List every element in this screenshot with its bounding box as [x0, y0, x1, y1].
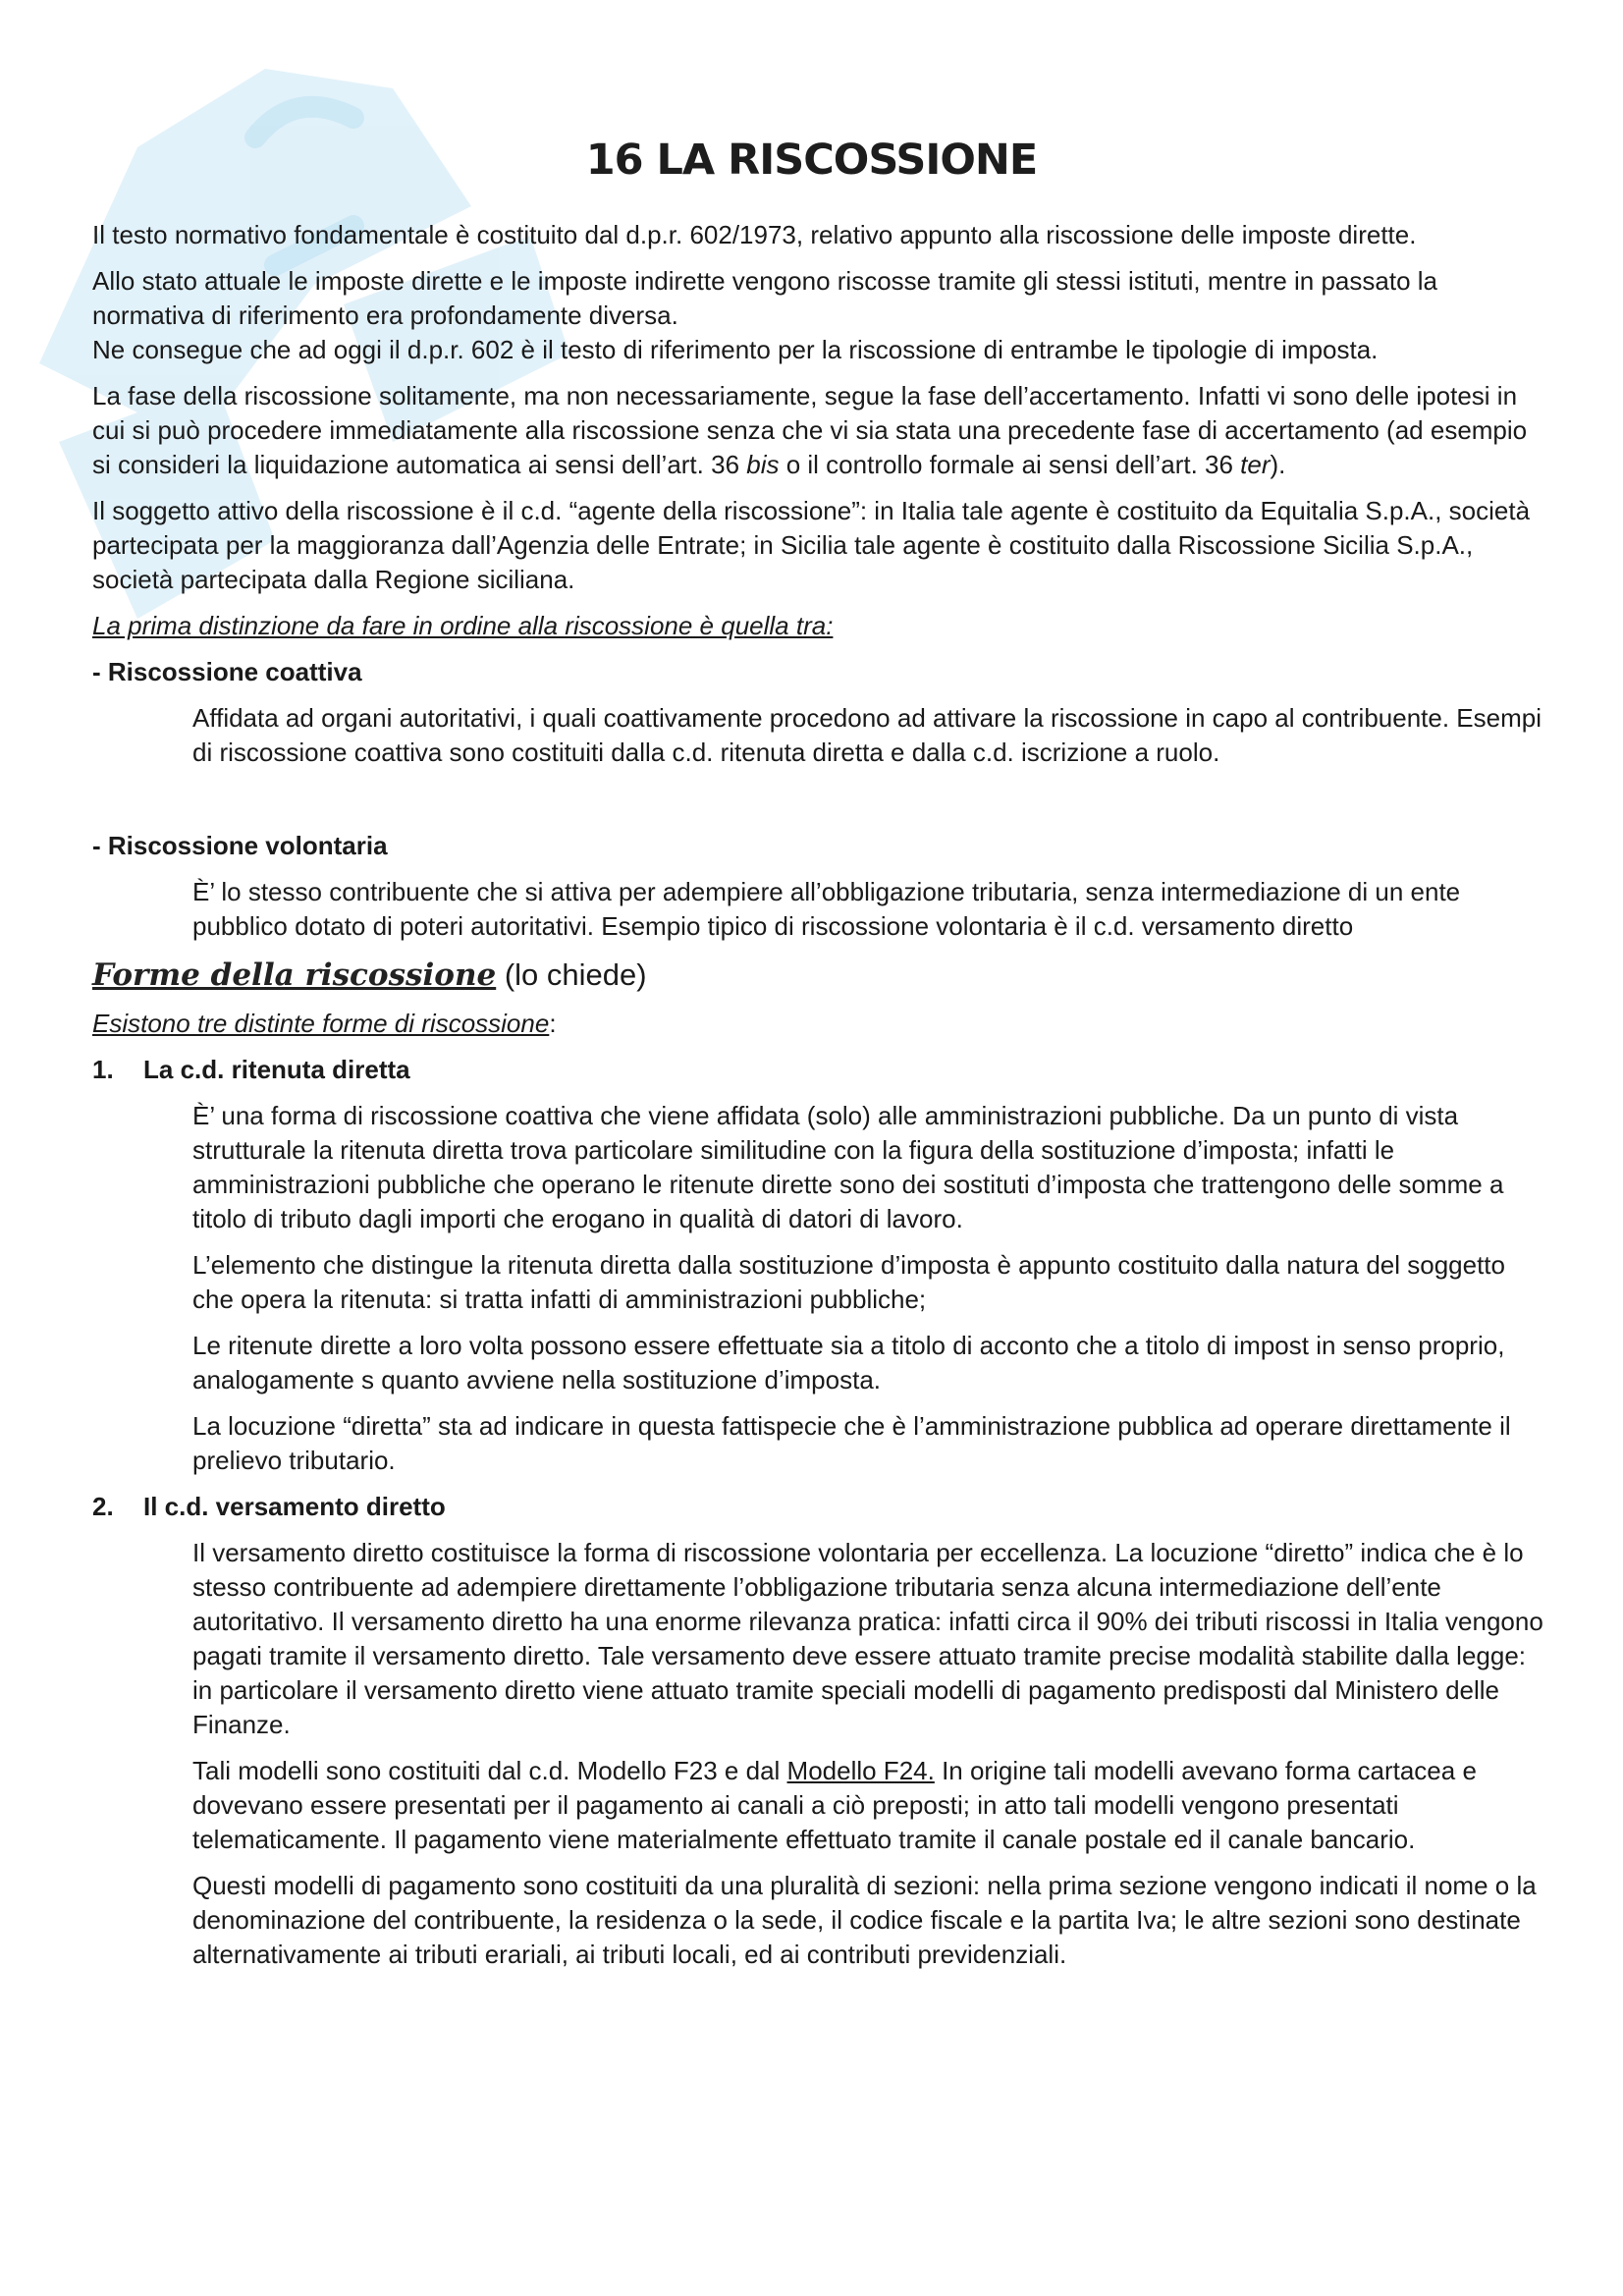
body-paragraph: L’elemento che distingue la ritenuta diretta dalla sostituzione d’imposta è appunto costituito dalla natura del soggetto che opera la ritenuta: si tratta infatti di amministrazioni pubbliche;	[192, 1250, 1505, 1314]
intro-paragraph: Il soggetto attivo della riscossione è il c.d. “agente della riscossione”: in Italia tale agente è costituito da Equitalia S.p.A., società partecipata per la maggioranza dall’Agenzia delle Entrate; in Sicilia tale agente è costituito dalla Riscossione Sicilia S.p.A., società partecipata dalla Regione siciliana.	[92, 496, 1531, 594]
option-heading: - Riscossione coattiva	[92, 657, 362, 686]
document-body	[92, 218, 1545, 1984]
body-paragraph: Le ritenute dirette a loro volta possono essere effettuate sia a titolo di acconto che a titolo di impost in senso proprio, analogamente s quanto avviene nella sostituzione d’imposta.	[192, 1331, 1505, 1394]
section-heading: Forme della riscossione (lo chiede)	[92, 957, 647, 993]
body-paragraph: Questi modelli di pagamento sono costituiti da una pluralità di sezioni: nella prima sezione vengono indicati il nome o la denominazione del contribuente, la residenza o la sede, il codice fiscale e la partita Iva; le altre sezioni sono destinate alternativamente ai tributi erariali, ai tributi locali, ed ai contributi previdenziali.	[192, 1871, 1537, 1969]
modello-f24-link[interactable]: Modello F24.	[786, 1756, 935, 1785]
distinction-lead: La prima distinzione da fare in ordine alla riscossione è quella tra:	[92, 611, 834, 640]
option-heading: - Riscossione volontaria	[92, 831, 388, 860]
option-body: Affidata ad organi autoritativi, i quali coattivamente procedono ad attivare la riscossione in capo al contribuente. Esempi di riscossione coattiva sono costituiti dalla c.d. ritenuta diretta e dalla c.d. iscrizione a ruolo.	[192, 703, 1542, 767]
intro-paragraph: Allo stato attuale le imposte dirette e le imposte indirette vengono riscosse tramite gli stessi istituti, mentre in passato la normativa di riferimento era profondamente diversa. Ne consegue che ad oggi il d.p.r. 602 è il testo di riferimento per la riscossione di entrambe le tipologie di imposta.	[92, 266, 1437, 364]
option-body: È’ lo stesso contribuente che si attiva per adempiere all’obbligazione tributaria, senza intermediazione di un ente pubblico dotato di poteri autoritativi. Esempio tipico di riscossione volontaria è il c.d. versamento diretto	[192, 877, 1461, 941]
forms-lead: Esistono tre distinte forme di riscossione:	[92, 1009, 557, 1038]
numbered-heading: 1. La c.d. ritenuta diretta	[92, 1055, 410, 1084]
body-paragraph: Tali modelli sono costituiti dal c.d. Modello F23 e dal Modello F24. In origine tali modelli avevano forma cartacea e dovevano essere presentati per il pagamento ai canali a ciò preposti; in atto tali modelli vengono presentati telematicamente. Il pagamento viene materialmente effettuato tramite il canale postale ed il canale bancario.	[192, 1756, 1477, 1854]
page-title: 16 LA RISCOSSIONE	[585, 136, 1038, 185]
intro-paragraph: La fase della riscossione solitamente, ma non necessariamente, segue la fase dell’accertamento. Infatti vi sono delle ipotesi in cui si può procedere immediatamente alla riscossione senza che vi sia stata una precedente fase di accertamento (ad esempio si consideri la liquidazione automatica ai sensi dell’art. 36 bis o il controllo formale ai sensi dell’art. 36 ter).	[92, 381, 1528, 479]
body-paragraph: Il versamento diretto costituisce la forma di riscossione volontaria per eccellenza. La locuzione “diretto” indica che è lo stesso contribuente ad adempiere direttamente l’obbligazione tributaria senza alcuna intermediazione dell’ente autoritativo. Il versamento diretto ha una enorme rilevanza pratica: infatti circa il 90% dei tributi riscossi in Italia vengono pagati tramite il versamento diretto. Tale versamento deve essere attuato tramite precise modalità stabilite dalla legge: in particolare il versamento diretto viene attuato tramite speciali modelli di pagamento predisposti dal Ministero delle Finanze.	[192, 1538, 1543, 1739]
body-paragraph: La locuzione “diretta” sta ad indicare in questa fattispecie che è l’amministrazione pubblica ad operare direttamente il prelievo tributario.	[192, 1411, 1511, 1475]
body-paragraph: È’ una forma di riscossione coattiva che viene affidata (solo) alle amministrazioni pubbliche. Da un punto di vista strutturale la ritenuta diretta trova particolare similitudine con la figura della sostituzione d’imposta; infatti le amministrazioni pubbliche che operano le ritenute dirette sono dei sostituti d’imposta che trattengono delle somme a titolo di tributo dagli importi che erogano in qualità di datori di lavoro.	[192, 1101, 1504, 1233]
numbered-heading: 2. Il c.d. versamento diretto	[92, 1492, 446, 1521]
intro-paragraph: Il testo normativo fondamentale è costituito dal d.p.r. 602/1973, relativo appunto alla riscossione delle imposte dirette.	[92, 220, 1417, 249]
